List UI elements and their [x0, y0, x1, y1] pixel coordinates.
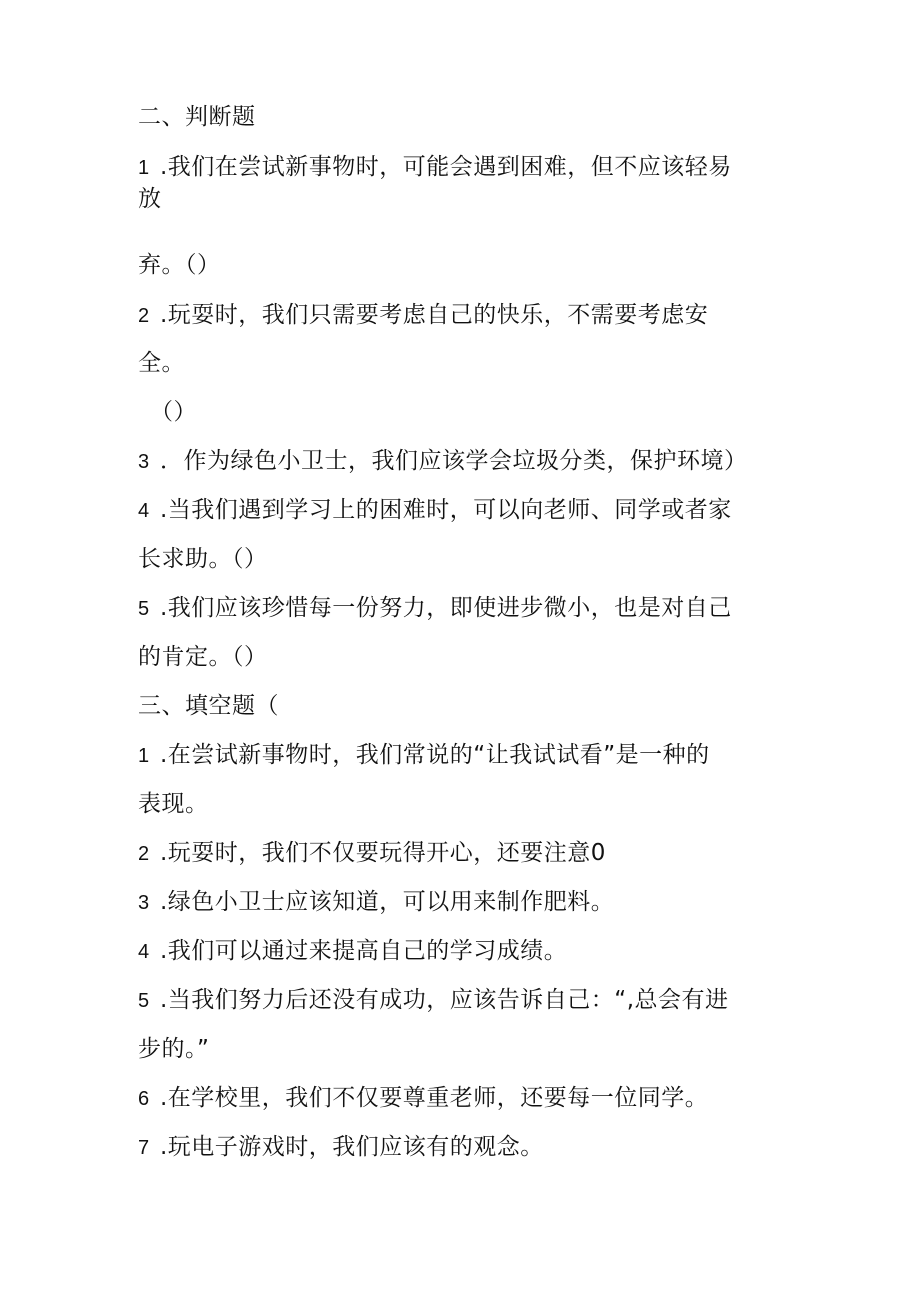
judgment-item-1-line-1 [138, 152, 732, 183]
section-heading-judgment: 二、判断题 [138, 104, 256, 130]
fill-item-1-line-1 [138, 740, 710, 771]
section-heading-fill: 三、填空题（ [138, 693, 279, 719]
item-text: .当我们努力后还没有成功，应该告诉自己：“,总会有进 [160, 987, 729, 1013]
fill-item-3-line-1 [138, 887, 614, 918]
judgment-item-2-line-1 [138, 300, 708, 331]
item-number: 2 [138, 843, 150, 865]
fill-item-4-line-1 [138, 936, 567, 967]
item-text: .在学校里，我们不仅要尊重老师，还要每一位同学。 [160, 1085, 709, 1111]
item-number: 4 [138, 500, 150, 522]
item-number: 5 [138, 990, 150, 1012]
item-text: ．作为绿色小卫士，我们应该学会垃圾分类，保护环境） [160, 448, 748, 474]
judgment-item-4-line-2: 长求助。（） [138, 546, 268, 572]
item-text: .在尝试新事物时，我们常说的“让我试试看”是一种的 [160, 742, 710, 768]
item-text: .我们应该珍惜每一份努力，即使进步微小，也是对自己 [160, 595, 732, 621]
judgment-item-2-line-3: （） [150, 399, 197, 425]
item-number: 6 [138, 1088, 150, 1110]
judgment-item-4-line-1 [138, 495, 732, 526]
judgment-item-2-line-2: 全。 [138, 350, 185, 376]
fill-item-2-line-1 [138, 838, 606, 869]
fill-item-5-line-2: 步的。” [138, 1036, 210, 1062]
item-number: 3 [138, 451, 150, 473]
item-text: .绿色小卫士应该知道，可以用来制作肥料。 [160, 889, 615, 915]
item-text: .玩耍时，我们不仅要玩得开心，还要注意0 [160, 840, 606, 866]
item-number: 2 [138, 305, 150, 327]
judgment-item-3-line-1 [138, 446, 748, 477]
item-number: 5 [138, 598, 150, 620]
fill-item-1-line-2: 表现。 [138, 791, 209, 817]
item-text: .玩耍时，我们只需要考虑自己的快乐，不需要考虑安 [160, 302, 709, 328]
item-number: 7 [138, 1137, 150, 1159]
judgment-item-1-line-2: 放 [138, 186, 162, 212]
item-text: .当我们遇到学习上的困难时，可以向老师、同学或者家 [160, 497, 732, 523]
item-text: .我们在尝试新事物时，可能会遇到困难，但不应该轻易 [160, 154, 732, 180]
item-number: 3 [138, 892, 150, 914]
fill-item-6-line-1 [138, 1083, 708, 1114]
item-text: .玩电子游戏时，我们应该有的观念。 [160, 1134, 544, 1160]
judgment-item-1-line-3: 弃。（） [138, 252, 221, 278]
fill-item-5-line-1 [138, 985, 729, 1016]
item-number: 1 [138, 745, 150, 767]
judgment-item-5-line-1 [138, 593, 732, 624]
item-number: 4 [138, 941, 150, 963]
item-text: .我们可以通过来提高自己的学习成绩。 [160, 938, 568, 964]
judgment-item-5-line-2: 的肯定。（） [138, 644, 268, 670]
item-number: 1 [138, 157, 150, 179]
fill-item-7-line-1 [138, 1132, 544, 1163]
